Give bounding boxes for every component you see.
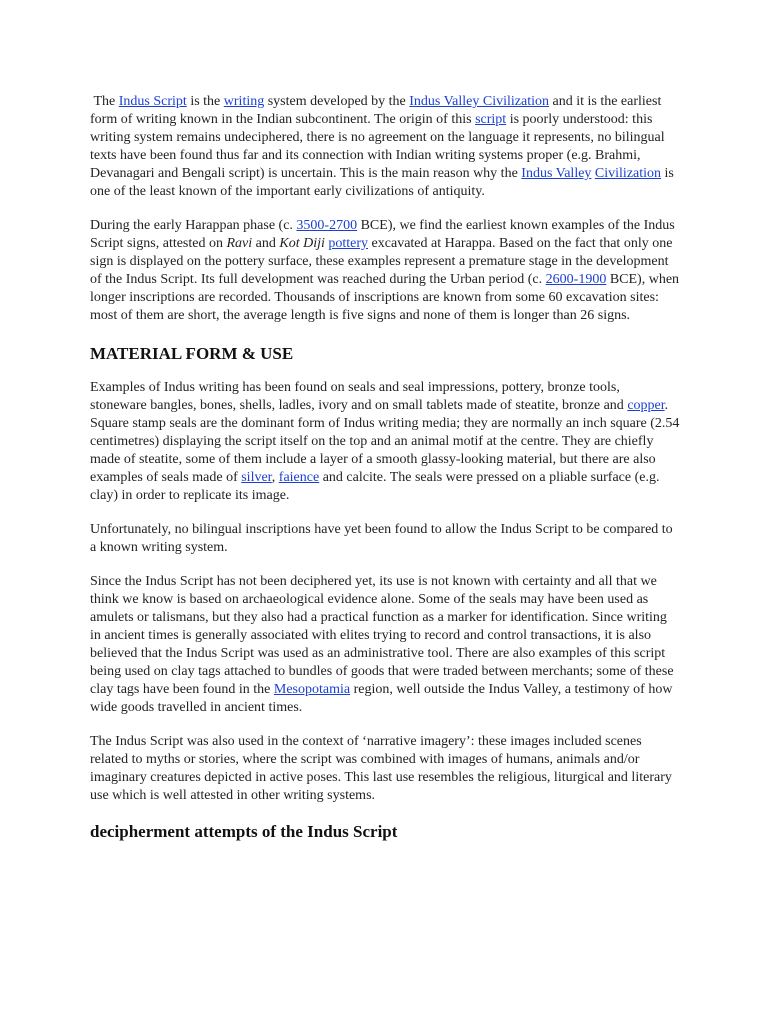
- usage-paragraph: Since the Indus Script has not been deciphered yet, its use is not known with certainty and all that we think we know is based on archaeological evidence alone. Some of the seals may have been used as amulets or talismans, but they also had a practical function as a marker for identification. Since writing in ancient times is generally associated with elites trying to record and control transactions, it is also believed that the Indus Script was used as an administrative tool. There are also examples of this script being used on clay tags attached to bundles of goods that were traded between merchants; some of these clay tags have been found in the Mesopotamia region, well outside the Indus Valley, a testimony of how wide goods travelled in ancient times.: [90, 574, 674, 715]
- link-civilization[interactable]: Civilization: [594, 166, 662, 181]
- link-writing[interactable]: writing: [223, 94, 265, 109]
- ravi-term: Ravi: [226, 236, 253, 251]
- link-2600-1900[interactable]: 2600-1900: [545, 272, 607, 287]
- bilingual-paragraph: Unfortunately, no bilingual inscriptions have yet been found to allow the Indus Script to be compared to a known writing system.: [90, 522, 673, 555]
- link-indus-valley[interactable]: Indus Valley: [521, 166, 592, 181]
- kot-diji-term: Kot Diji: [279, 236, 325, 251]
- document-page: [90, 93, 680, 857]
- link-3500-2700[interactable]: 3500-2700: [296, 218, 358, 233]
- link-script[interactable]: script: [475, 112, 507, 127]
- harappan-paragraph: During the early Harappan phase (c. 3500-2700 BCE), we find the earliest known examples of the Indus Script signs, attested on Ravi and Kot Diji pottery excavated at Harappa. Based on the fact that only one sign is displayed on the pottery surface, these examples represent a premature stage in the development of the Indus Script. Its full development was reached during the Urban period (c. 2600-1900 BCE), when longer inscriptions are recorded. Thousands of inscriptions are known from some 60 excavation sites: most of them are short, the average length is five signs and none of them is longer than 26 signs.: [90, 218, 680, 323]
- link-copper[interactable]: copper: [627, 398, 665, 413]
- link-indus-script[interactable]: Indus Script: [118, 94, 187, 109]
- link-mesopotamia[interactable]: Mesopotamia: [273, 682, 351, 697]
- heading-decipherment: decipherment attempts of the Indus Script: [90, 822, 398, 841]
- link-faience[interactable]: faience: [278, 470, 320, 485]
- link-pottery[interactable]: pottery: [328, 236, 369, 251]
- material-paragraph: Examples of Indus writing has been found on seals and seal impressions, pottery, bronze tools, stoneware bangles, bones, shells, ladles, ivory and on small tablets made of steatite, bronze and copper. Square stamp seals are the dominant form of Indus writing media; they are normally an inch square (2.54 centimetres) displaying the script itself on the top and an animal motif at the centre. They are chiefly made of steatite, some of them include a layer of a smooth glassy-looking material, but there are also examples of seals made of silver, faience and calcite. The seals were pressed on a pliable surface (e.g. clay) in order to replicate its image.: [90, 380, 680, 503]
- intro-paragraph: The Indus Script is the writing system developed by the Indus Valley Civilization and it is the earliest form of writing known in the Indian subcontinent. The origin of this script is poorly understood: this writing system remains undeciphered, there is no agreement on the language it represents, no bilingual texts have been found thus far and its connection with Indian writing systems proper (e.g. Brahmi, Devanagari and Bengali script) is uncertain. This is the main reason why the Indus Valley Civilization is one of the least known of the important early civilizations of antiquity.: [90, 94, 674, 199]
- link-silver[interactable]: silver: [241, 470, 272, 485]
- link-indus-valley-civilization[interactable]: Indus Valley Civilization: [409, 94, 549, 109]
- heading-material-form-use: MATERIAL FORM & USE: [90, 344, 294, 363]
- narrative-paragraph: The Indus Script was also used in the context of ‘narrative imagery’: these images included scenes related to myths or stories, where the script was combined with images of humans, animals and/or imaginary creatures depicted in active poses. This last use resembles the religious, liturgical and literary use which is well attested in other writing systems.: [90, 734, 672, 803]
